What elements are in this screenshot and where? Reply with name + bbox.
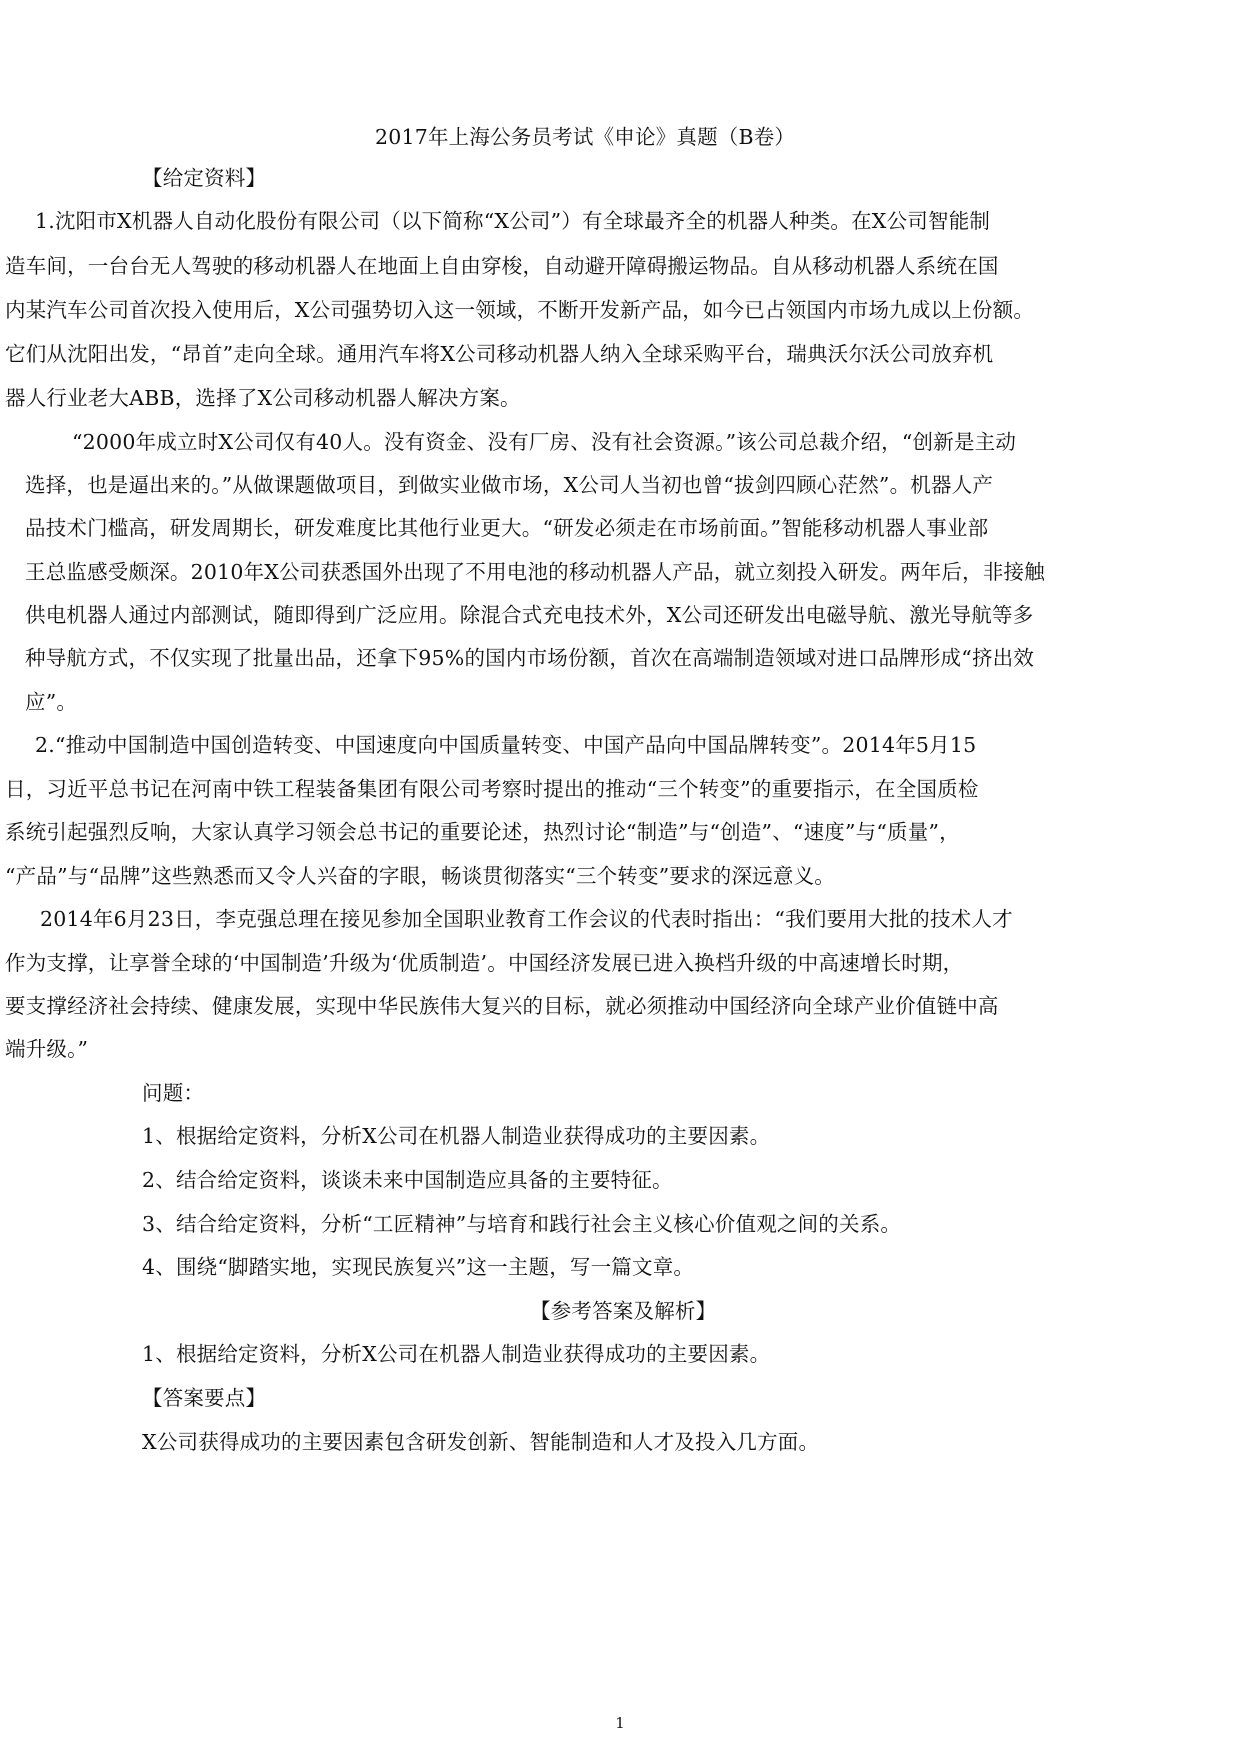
question-2: 2、结合给定资料，谈谈未来中国制造应具备的主要特征。 — [142, 1168, 673, 1192]
p2-line-7: 应”。 — [25, 690, 78, 714]
answer-question-1: 1、根据给定资料，分析X公司在机器人制造业获得成功的主要因素。 — [142, 1342, 771, 1366]
p3-line-4: “产品”与“品牌”这些熟悉而又令人兴奋的字眼，畅谈贯彻落实“三个转变”要求的深远意义。 — [5, 864, 835, 888]
p1-line-5: 器人行业老大ABB，选择了X公司移动机器人解决方案。 — [5, 386, 521, 410]
p4-line-4: 端升级。” — [5, 1037, 89, 1061]
p2-line-3: 品技术门槛高，研发周期长，研发难度比其他行业更大。“研发必须走在市场前面。”智能移动机器人事业部 — [25, 516, 989, 540]
answer-text: X公司获得成功的主要因素包含研发创新、智能制造和人才及投入几方面。 — [142, 1430, 820, 1454]
question-3: 3、结合给定资料，分析“工匠精神”与培育和践行社会主义核心价值观之间的关系。 — [142, 1212, 902, 1236]
p2-line-6: 种导航方式，不仅实现了批量出品，还拿下95%的国内市场份额，首次在高端制造领域对进口品牌形成“挤出效 — [25, 646, 1035, 670]
heading-given-materials: 【给定资料】 — [142, 166, 267, 190]
heading-reference-answers: 【参考答案及解析】 — [530, 1299, 717, 1323]
p3-line-2: 日，习近平总书记在河南中铁工程装备集团有限公司考察时提出的推动“三个转变”的重要指示，在全国质检 — [5, 777, 979, 801]
p4-line-2: 作为支撑，让享誉全球的‘中国制造’升级为‘优质制造’。中国经济发展已进入换档升级的中高速增长时期， — [5, 951, 964, 975]
p1-line-4: 它们从沈阳出发，“昂首”走向全球。通用汽车将X公司移动机器人纳入全球采购平台，瑞典沃尔沃公司放弃机 — [5, 342, 994, 366]
p2-line-1: “2000年成立时X公司仅有40人。没有资金、没有厂房、没有社会资源。”该公司总裁介绍，“创新是主动 — [72, 430, 1017, 454]
p1-line-1: 1.沈阳市X机器人自动化股份有限公司（以下简称“X公司”）有全球最齐全的机器人种类。在X公司智能制 — [35, 209, 991, 233]
p1-line-3: 内某汽车公司首次投入使用后，X公司强势切入这一领域，不断开发新产品，如今已占领国内市场九成以上份额。 — [5, 298, 1035, 322]
p4-line-1: 2014年6月23日，李克强总理在接见参加全国职业教育工作会议的代表时指出：“我们要用大批的技术人才 — [40, 907, 1013, 931]
p2-line-4: 王总监感受颇深。2010年X公司获悉国外出现了不用电池的移动机器人产品，就立刻投入研发。两年后，非接触 — [25, 560, 1045, 584]
p2-line-2: 选择，也是逼出来的。”从做课题做项目，到做实业做市场，X公司人当初也曾“拔剑四顾心茫然”。机器人产 — [25, 473, 994, 497]
p3-line-1: 2.“推动中国制造中国创造转变、中国速度向中国质量转变、中国产品向中国品牌转变”。2014年5月15 — [35, 733, 977, 757]
questions-label: 问题： — [142, 1081, 205, 1105]
question-4: 4、围绕“脚踏实地，实现民族复兴”这一主题，写一篇文章。 — [142, 1255, 695, 1279]
heading-answer-points: 【答案要点】 — [142, 1386, 267, 1410]
p2-line-5: 供电机器人通过内部测试，随即得到广泛应用。除混合式充电技术外，X公司还研发出电磁导航、激光导航等多 — [25, 603, 1034, 627]
p3-line-3: 系统引起强烈反响，大家认真学习领会总书记的重要论述，热烈讨论“制造”与“创造”、“速度”与“质量”， — [5, 820, 960, 844]
p4-line-3: 要支撑经济社会持续、健康发展，实现中华民族伟大复兴的目标，就必须推动中国经济向全球产业价值链中高 — [5, 994, 999, 1018]
p1-line-2: 造车间，一台台无人驾驶的移动机器人在地面上自由穿梭，自动避开障碍搬运物品。自从移动机器人系统在国 — [5, 254, 999, 278]
document-title: 2017年上海公务员考试《申论》真题（B卷） — [375, 125, 796, 149]
question-1: 1、根据给定资料，分析X公司在机器人制造业获得成功的主要因素。 — [142, 1124, 771, 1148]
page-number: 1 — [615, 1714, 625, 1732]
